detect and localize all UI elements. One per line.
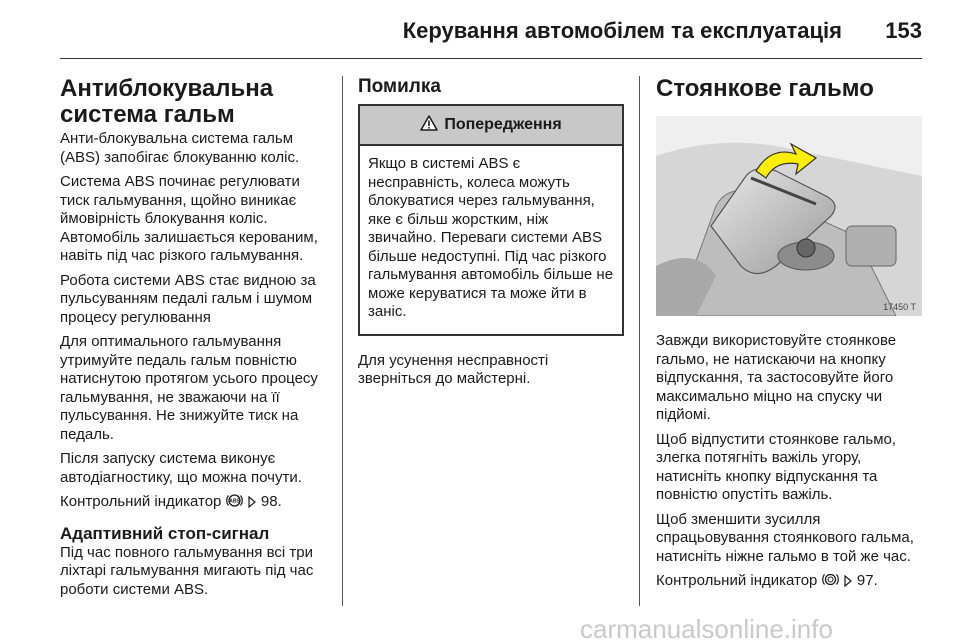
abs-indicator-ref: 98. — [260, 493, 282, 510]
svg-text:ABS: ABS — [228, 498, 240, 505]
warning-title: Попередження — [444, 116, 562, 133]
page-number: 153 — [885, 18, 922, 43]
header-title: Керування автомобілем та експлуатація — [402, 18, 842, 43]
header-rule — [60, 58, 922, 59]
warning-triangle-icon — [420, 115, 438, 136]
photo-code: 17450 T — [883, 302, 916, 312]
column-divider-2 — [639, 76, 640, 606]
parking-paragraph-1: Завжди використовуйте стоянкове гальмо, не натискаючи на кнопку відпускання, та застосовуйте його максимально міцно на спуску чи підйомі. — [656, 332, 897, 423]
abs-paragraph-3: Робота системи ABS стає видною за пульсуванням педалі гальм і шумом процесу регулювання — [60, 271, 316, 326]
fault-note: Для усунення несправності зверніться до майстерні. — [358, 351, 549, 387]
reference-arrow-icon — [843, 574, 853, 593]
parking-paragraph-2: Щоб відпустити стоянкове гальмо, злегка потягніть важіль угору, натисніть кнопку відпускання та повністю опустіть важіль. — [656, 430, 897, 503]
abs-indicator-label: Контрольний індикатор — [60, 493, 222, 510]
parking-indicator-line — [656, 572, 924, 593]
parking-brake-light-icon — [822, 572, 839, 593]
stop-signal-heading: Адаптивний стоп-сигнал — [60, 523, 270, 543]
parking-paragraph-3: Щоб зменшити зусилля спрацьовування стоянкового гальма, натисніть ніжне гальмо в той же час. — [656, 510, 914, 565]
abs-warning-light-icon — [226, 493, 243, 514]
column-abs — [60, 72, 328, 599]
abs-paragraph-1: Анти-блокувальна система гальм (ABS) запобігає блокуванню коліс. — [60, 130, 300, 166]
warning-box — [358, 104, 624, 336]
page-header — [60, 18, 922, 46]
parking-indicator-ref: 97. — [856, 572, 878, 589]
abs-indicator-line — [60, 493, 328, 514]
column-fault — [358, 72, 624, 395]
parking-indicator-label: Контрольний індикатор — [656, 572, 818, 589]
fault-heading: Помилка — [358, 76, 441, 97]
parking-brake-heading: Стоянкове гальмо — [656, 75, 874, 102]
reference-arrow-icon — [247, 495, 257, 514]
abs-paragraph-5: Після запуску система виконує автодіагностику, що можна почути. — [60, 450, 302, 486]
abs-paragraph-2: Система ABS починає регулювати тиск гальмування, щойно виникає ймовірність блокування коліс. Автомобіль залишається керованим, навіть під час різкого гальмування. — [60, 173, 318, 264]
column-parking-brake — [656, 72, 924, 599]
abs-heading: Антиблокувальна система гальм — [60, 75, 274, 128]
stop-signal-text: Під час повного гальмування всі три ліхтарі гальмування мигають під час роботи системи ABS. — [60, 543, 314, 598]
column-divider-1 — [342, 76, 343, 606]
warning-text: Якщо в системі ABS є несправність, колеса можуть блокуватися через гальмування, яке є більш жорстким, ніж звичайно. Переваги системи ABS більше недоступні. Під час різкого гальмування автомобіль більше не може керуватися та може йти в заніс. — [368, 155, 614, 320]
warning-header — [360, 106, 622, 146]
parking-brake-photo — [656, 116, 922, 316]
watermark: carmanualsonline.info — [580, 614, 833, 642]
abs-paragraph-4: Для оптимального гальмування утримуйте педаль гальм повністю натиснутою протягом усього процесу гальмування, не зважаючи на її пульсування. Не знижуйте тиск на педаль. — [60, 333, 318, 443]
